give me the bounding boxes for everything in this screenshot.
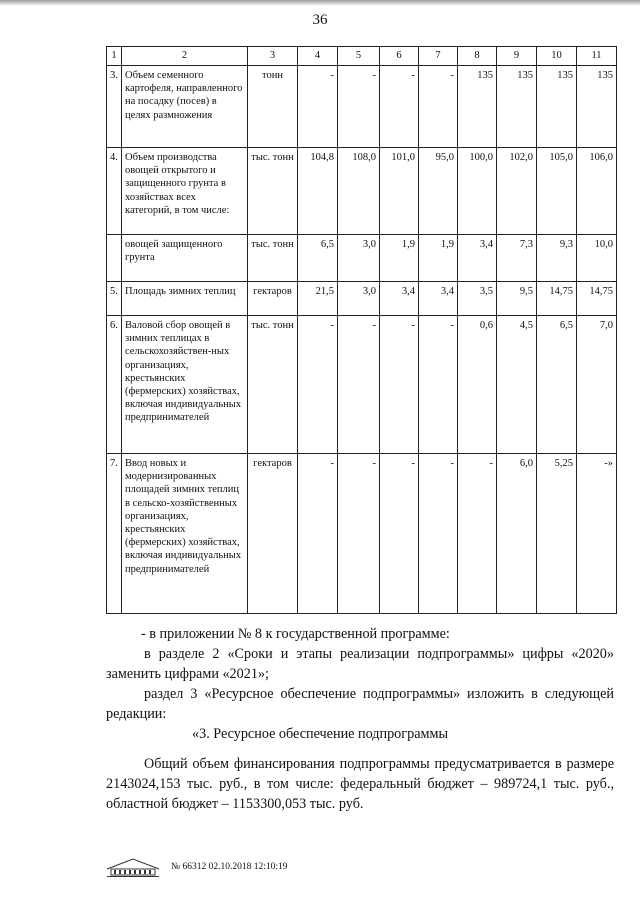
column-header: 11 bbox=[577, 47, 617, 66]
document-footer bbox=[103, 856, 287, 878]
table-header-row bbox=[107, 47, 617, 66]
table-row bbox=[107, 148, 617, 235]
column-header: 10 bbox=[537, 47, 577, 66]
value-cell: 10,0 bbox=[577, 235, 617, 282]
indicator-name: Валовой сбор овощей в зимних теплицах в сельскохозяйствен-ных организациях, крестьянских (фермерских) хозяйствах, включая индивидуальных предпринимателей bbox=[122, 316, 248, 454]
value-cell: - bbox=[419, 316, 458, 454]
value-cell: 3,5 bbox=[458, 282, 497, 316]
unit-cell: гектаров bbox=[248, 282, 298, 316]
indicator-name: Площадь зимних теплиц bbox=[122, 282, 248, 316]
legislation-stamp-icon bbox=[103, 856, 163, 878]
value-cell: -» bbox=[577, 454, 617, 614]
value-cell: - bbox=[458, 454, 497, 614]
value-cell: - bbox=[338, 66, 380, 148]
indicator-name: Ввод новых и модернизированных площадей зимних теплиц в сельско-хозяйственных организациях, крестьянских (фермерских) хозяйствах, включая индивидуальных предпринимателей bbox=[122, 454, 248, 614]
table-row bbox=[107, 454, 617, 614]
value-cell: - bbox=[298, 316, 338, 454]
value-cell: - bbox=[338, 316, 380, 454]
unit-cell: тыс. тонн bbox=[248, 148, 298, 235]
value-cell: 101,0 bbox=[380, 148, 419, 235]
page-top-edge bbox=[0, 0, 640, 6]
paragraph-section-2: в разделе 2 «Сроки и этапы реализации подпрограммы» цифры «2020» заменить цифрами «2021»; bbox=[106, 646, 614, 682]
value-cell: - bbox=[298, 454, 338, 614]
table-row bbox=[107, 316, 617, 454]
value-cell: - bbox=[298, 66, 338, 148]
column-header: 8 bbox=[458, 47, 497, 66]
row-number: 3. bbox=[107, 66, 122, 148]
unit-cell: тыс. тонн bbox=[248, 235, 298, 282]
value-cell: 135 bbox=[577, 66, 617, 148]
value-cell: - bbox=[338, 454, 380, 614]
value-cell: 5,25 bbox=[537, 454, 577, 614]
value-cell: 104,8 bbox=[298, 148, 338, 235]
value-cell: 135 bbox=[458, 66, 497, 148]
paragraph-funding: Общий объем финансирования подпрограммы предусматривается в размере 2143024,153 тыс. руб., в том числе: федеральный бюджет – 989724,1 тыс. руб., областной бюджет – 1153300,053 тыс. руб. bbox=[106, 756, 614, 812]
indicator-name: овощей защищенного грунта bbox=[122, 235, 248, 282]
column-header: 2 bbox=[122, 47, 248, 66]
value-cell: 3,0 bbox=[338, 235, 380, 282]
value-cell: - bbox=[380, 316, 419, 454]
value-cell: 6,0 bbox=[497, 454, 537, 614]
row-number: 4. bbox=[107, 148, 122, 235]
value-cell: 105,0 bbox=[537, 148, 577, 235]
value-cell: 106,0 bbox=[577, 148, 617, 235]
value-cell: 135 bbox=[497, 66, 537, 148]
row-number: 7. bbox=[107, 454, 122, 614]
column-header: 6 bbox=[380, 47, 419, 66]
indicators-table bbox=[106, 46, 617, 614]
column-header: 5 bbox=[338, 47, 380, 66]
value-cell: 1,9 bbox=[419, 235, 458, 282]
value-cell: 108,0 bbox=[338, 148, 380, 235]
table-row bbox=[107, 235, 617, 282]
value-cell: 3,4 bbox=[458, 235, 497, 282]
unit-cell: тонн bbox=[248, 66, 298, 148]
row-number bbox=[107, 235, 122, 282]
value-cell: 7,3 bbox=[497, 235, 537, 282]
value-cell: 102,0 bbox=[497, 148, 537, 235]
value-cell: 7,0 bbox=[577, 316, 617, 454]
value-cell: 9,3 bbox=[537, 235, 577, 282]
value-cell: 14,75 bbox=[537, 282, 577, 316]
registration-stamp: № 66312 02.10.2018 12:10:19 bbox=[171, 862, 288, 872]
value-cell: 6,5 bbox=[537, 316, 577, 454]
indicator-name: Объем производства овощей открытого и защищенного грунта в хозяйствах всех категорий, в том числе: bbox=[122, 148, 248, 235]
row-number: 5. bbox=[107, 282, 122, 316]
value-cell: 3,0 bbox=[338, 282, 380, 316]
table-row bbox=[107, 282, 617, 316]
value-cell: 3,4 bbox=[380, 282, 419, 316]
paragraph-section-3: раздел 3 «Ресурсное обеспечение подпрограммы» изложить в следующей редакции: bbox=[106, 686, 614, 722]
value-cell: - bbox=[419, 454, 458, 614]
table-row bbox=[107, 66, 617, 148]
value-cell: - bbox=[380, 66, 419, 148]
section-heading: «3. Ресурсное обеспечение подпрограммы bbox=[192, 726, 448, 742]
value-cell: 100,0 bbox=[458, 148, 497, 235]
value-cell: - bbox=[380, 454, 419, 614]
value-cell: 21,5 bbox=[298, 282, 338, 316]
indicator-name: Объем семенного картофеля, направленного на посадку (посев) в целях размножения bbox=[122, 66, 248, 148]
page-number: 36 bbox=[312, 12, 328, 28]
value-cell: 95,0 bbox=[419, 148, 458, 235]
row-number: 6. bbox=[107, 316, 122, 454]
value-cell: 9,5 bbox=[497, 282, 537, 316]
value-cell: 3,4 bbox=[419, 282, 458, 316]
column-header: 4 bbox=[298, 47, 338, 66]
column-header: 7 bbox=[419, 47, 458, 66]
column-header: 1 bbox=[107, 47, 122, 66]
value-cell: 135 bbox=[537, 66, 577, 148]
value-cell: 14,75 bbox=[577, 282, 617, 316]
paragraph-appendix: - в приложении № 8 к государственной программе: bbox=[141, 626, 450, 642]
unit-cell: тыс. тонн bbox=[248, 316, 298, 454]
value-cell: 1,9 bbox=[380, 235, 419, 282]
column-header: 3 bbox=[248, 47, 298, 66]
value-cell: 0,6 bbox=[458, 316, 497, 454]
value-cell: - bbox=[419, 66, 458, 148]
value-cell: 6,5 bbox=[298, 235, 338, 282]
unit-cell: гектаров bbox=[248, 454, 298, 614]
value-cell: 4,5 bbox=[497, 316, 537, 454]
column-header: 9 bbox=[497, 47, 537, 66]
